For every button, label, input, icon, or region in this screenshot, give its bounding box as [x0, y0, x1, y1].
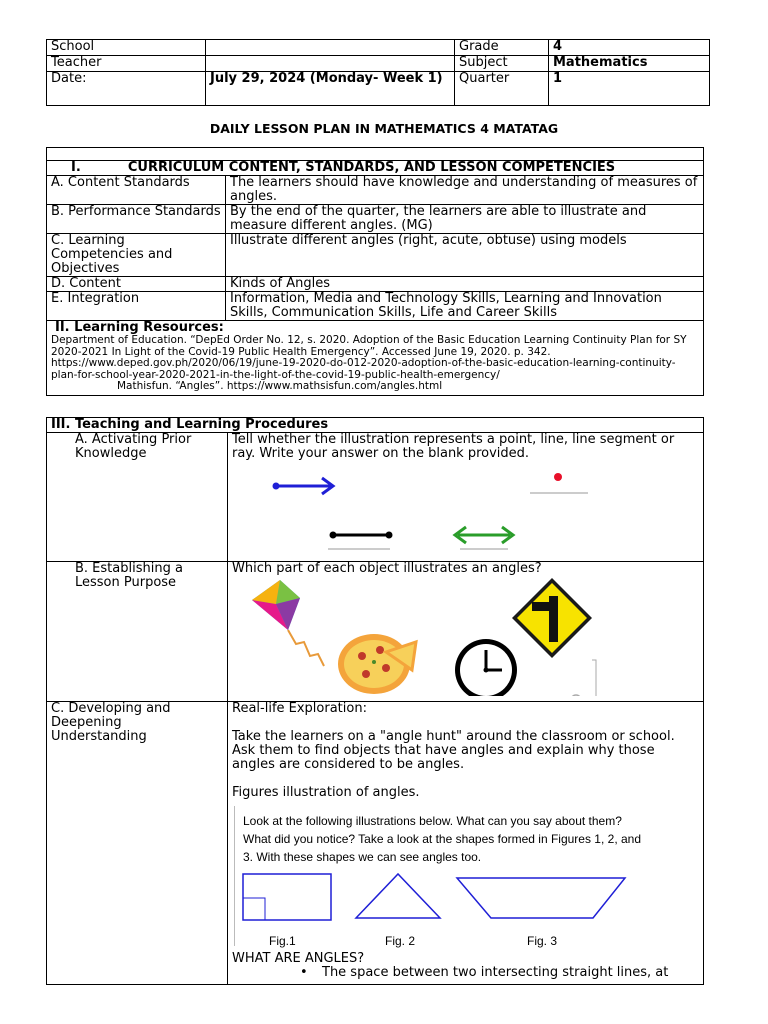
section2-title: Learning Resources: [74, 320, 224, 335]
activating-text: Tell whether the illustration represents a point, line, line segment or ray. Write your answer on the blank provided. [232, 432, 675, 461]
learning-resources-cell [47, 321, 704, 396]
grade-label: Grade [455, 40, 549, 56]
lesson-purpose-text: Which part of each object illustrates an angles? [232, 561, 542, 576]
performance-standards-label: B. Performance Standards [47, 205, 226, 234]
developing-cell [228, 702, 704, 985]
section3-heading: III. Teaching and Learning Procedures [47, 418, 704, 433]
header-table [46, 39, 710, 106]
figure-panel [234, 806, 647, 946]
curriculum-table [46, 147, 704, 396]
activating-cell [228, 433, 704, 562]
lesson-purpose-cell [228, 562, 704, 702]
procedures-table [46, 417, 704, 985]
reference-mathisfun: Mathisfun. “Angles”. https://www.mathsisfun.com/angles.html [117, 380, 443, 392]
trapezoid-figure [457, 878, 625, 918]
angle-definition-bullet [232, 966, 699, 980]
content-standards-label: A. Content Standards [47, 176, 226, 205]
bullet-icon: • [300, 965, 308, 980]
school-label: School [47, 40, 206, 56]
developing-p2: Take the learners on a "angle hunt" around the classroom or school. Ask them to find objects that have angles and explain why those angles are considered to be angles. [232, 729, 675, 772]
learning-competencies-label: C. Learning Competencies and Objectives [47, 234, 226, 277]
developing-p1: Real-life Exploration: [232, 701, 367, 716]
geometry-illustration [232, 461, 652, 561]
road-sign-icon [512, 578, 592, 658]
quarter-label: Quarter [455, 72, 549, 106]
section2-num: II. [55, 320, 70, 335]
content-text: Kinds of Angles [226, 277, 704, 292]
reference-deped: Department of Education. “DepEd Order No. 12, s. 2020. Adoption of the Basic Education Learning Continuity Plan for SY 2020-2021 In Light of the Covid-19 Public Health Emergency”. Accessed June 19, 2020. p. 342. https://www.deped.gov.ph/2020/06/19/june-19-2020-do-012-2020-adoption-of-the-basic-education-learning-continuity-plan-for-school-year-2020-2021-in-the-light-of-the-covid-19-public-health-emergency/ [51, 334, 687, 381]
small-bracket-icon [571, 660, 596, 696]
section2-heading [51, 321, 699, 335]
date-label: Date: [47, 72, 206, 106]
bullet-text: The space between two intersecting straight lines, at [322, 965, 669, 980]
school-value [206, 40, 455, 56]
integration-text: Information, Media and Technology Skills, Learning and Innovation Skills, Communication Skills, Life and Career Skills [226, 292, 704, 321]
what-are-angles-heading: WHAT ARE ANGLES? [232, 951, 365, 966]
activating-label: A. Activating Prior Knowledge [47, 433, 228, 562]
lesson-purpose-label: B. Establishing a Lesson Purpose [47, 562, 228, 702]
teacher-label: Teacher [47, 56, 206, 72]
ray-illustration [273, 478, 334, 494]
performance-standards-text: By the end of the quarter, the learners are able to illustrate and measure different angles. (MG) [226, 205, 704, 234]
developing-label: C. Developing and Deepening Understanding [47, 702, 228, 985]
subject-value: Mathematics [549, 56, 710, 72]
document-title: DAILY LESSON PLAN IN MATHEMATICS 4 MATATAG [209, 121, 559, 136]
point-illustration [530, 473, 588, 493]
learning-competencies-text: Illustrate different angles (right, acute, obtuse) using models [226, 234, 704, 277]
section1-num: I. [71, 160, 81, 175]
rectangle-figure [243, 874, 331, 920]
grade-value: 4 [549, 40, 710, 56]
content-standards-text: The learners should have knowledge and understanding of measures of angles. [226, 176, 704, 205]
fig3-label: Fig. 3 [527, 934, 558, 948]
integration-label: E. Integration [47, 292, 226, 321]
kite-icon [252, 580, 324, 666]
quarter-value: 1 [549, 72, 710, 106]
teacher-value [206, 56, 455, 72]
developing-p3: Figures illustration of angles. [232, 785, 420, 800]
subject-label: Subject [455, 56, 549, 72]
date-value: July 29, 2024 (Monday- Week 1) [206, 72, 455, 106]
content-label: D. Content [47, 277, 226, 292]
pizza-icon [338, 634, 416, 694]
figure-shapes [235, 806, 647, 946]
figure-instruction: Look at the following illustrations below. What can you say about them? What did you notice? Take a look at the shapes formed in Figures 1, 2, and 3. With these shapes we can see angles too. [243, 814, 642, 864]
clock-icon [450, 639, 520, 696]
fig1-label: Fig.1 [269, 934, 296, 948]
section1-title: CURRICULUM CONTENT, STANDARDS, AND LESSON COMPETENCIES [127, 160, 616, 175]
section1-heading [47, 161, 704, 176]
fig2-label: Fig. 2 [385, 934, 416, 948]
line-segment-illustration [328, 532, 393, 550]
triangle-figure [356, 874, 440, 918]
object-illustrations [232, 576, 652, 696]
line-illustration [455, 527, 513, 549]
